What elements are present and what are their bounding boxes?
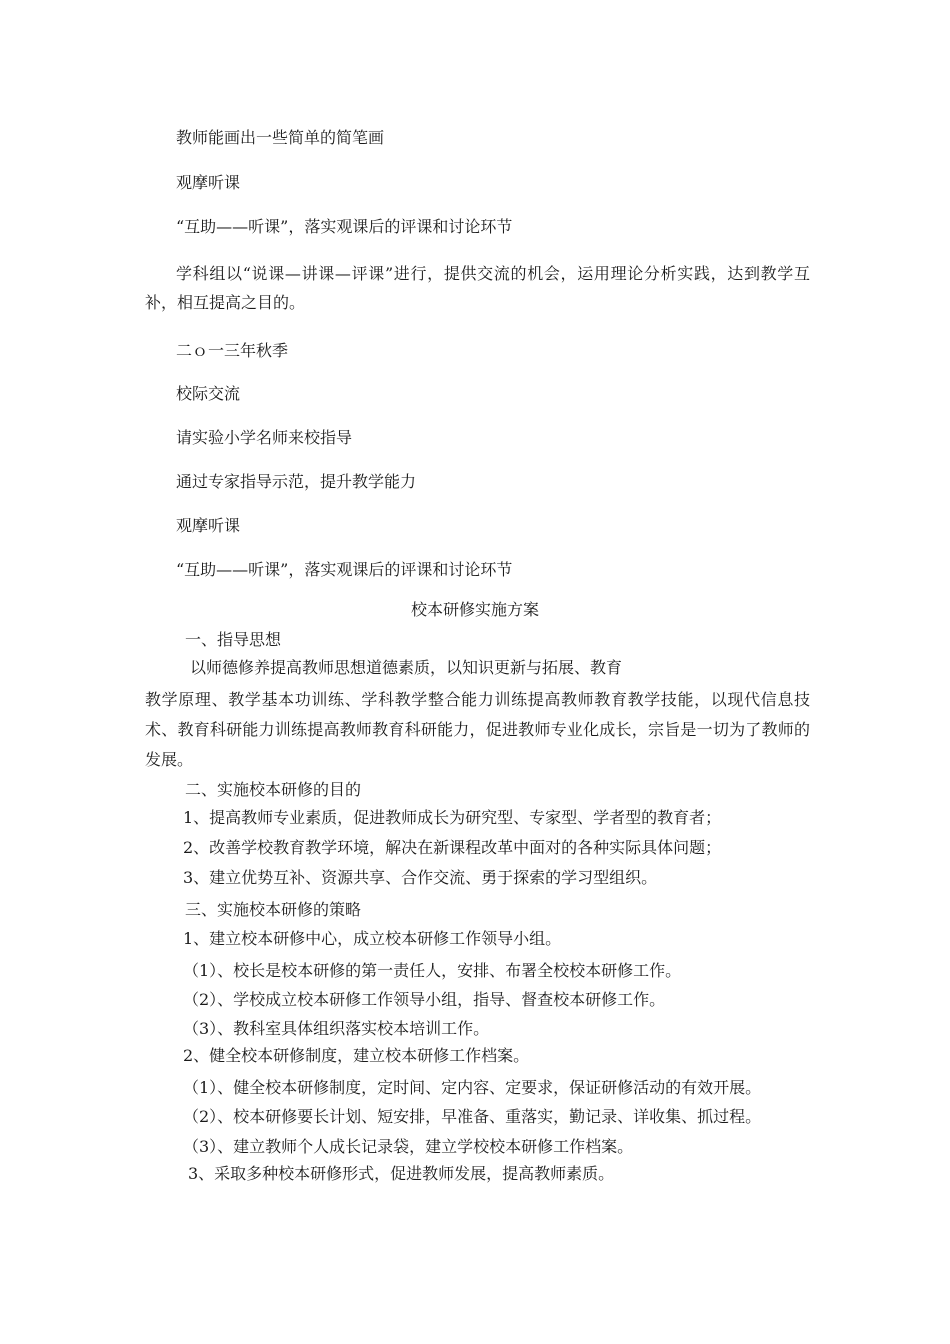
paragraph: 请实验小学名师来校指导 bbox=[176, 428, 353, 447]
document-title: 校本研修实施方案 bbox=[410, 600, 539, 619]
section-heading: 一、指导思想 bbox=[185, 630, 282, 649]
list-item: （2）、校本研修要长计划、短安排，早准备、重落实，勤记录、详收集、抓过程。 bbox=[183, 1107, 762, 1126]
list-item: 3、采取多种校本研修形式，促进教师发展，提高教师素质。 bbox=[188, 1164, 615, 1183]
list-item: （1）、健全校本研修制度，定时间、定内容、定要求，保证研修活动的有效开展。 bbox=[183, 1078, 762, 1097]
paragraph: 二ｏ一三年秋季 bbox=[176, 341, 289, 360]
paragraph: “互助——听课”，落实观课后的评课和讨论环节 bbox=[176, 560, 513, 579]
section-heading: 三、实施校本研修的策略 bbox=[185, 900, 362, 919]
paragraph: 观摩听课 bbox=[176, 173, 241, 192]
section-heading: 二、实施校本研修的目的 bbox=[185, 780, 362, 799]
paragraph: “互助——听课”，落实观课后的评课和讨论环节 bbox=[176, 217, 513, 236]
paragraph: 教师能画出一些简单的简笔画 bbox=[176, 128, 385, 147]
list-item: （3）、教科室具体组织落实校本培训工作。 bbox=[183, 1019, 490, 1038]
list-item: 2、健全校本研修制度，建立校本研修工作档案。 bbox=[183, 1046, 530, 1065]
list-item: 3、建立优势互补、资源共享、合作交流、勇于探索的学习型组织。 bbox=[183, 868, 658, 887]
paragraph: 教学原理、教学基本功训练、学科教学整合能力训练提高教师教育教学技能，以现代信息技术、教育科研能力训练提高教师教育科研能力，促进教师专业化成长，宗旨是一切为了教师的发展。 bbox=[145, 690, 810, 769]
paragraph: 以师德修养提高教师思想道德素质，以知识更新与拓展、教育 bbox=[190, 658, 623, 677]
paragraph: 观摩听课 bbox=[176, 516, 241, 535]
paragraph: 校际交流 bbox=[176, 384, 241, 403]
list-item: 1、建立校本研修中心，成立校本研修工作领导小组。 bbox=[183, 929, 562, 948]
list-item: 2、改善学校教育教学环境，解决在新课程改革中面对的各种实际具体问题； bbox=[183, 838, 722, 857]
list-item: （3）、建立教师个人成长记录袋，建立学校校本研修工作档案。 bbox=[183, 1137, 634, 1156]
list-item: （2）、学校成立校本研修工作领导小组，指导、督查校本研修工作。 bbox=[183, 990, 666, 1009]
paragraph: 通过专家指导示范，提升教学能力 bbox=[176, 472, 417, 491]
list-item: 1、提高教师专业素质，促进教师成长为研究型、专家型、学者型的教育者； bbox=[183, 808, 722, 827]
paragraph: 学科组以“说课—讲课—评课”进行，提供交流的机会，运用理论分析实践，达到教学互补，相互提高之目的。 bbox=[145, 264, 810, 312]
list-item: （1）、校长是校本研修的第一责任人，安排、布署全校校本研修工作。 bbox=[183, 961, 682, 980]
